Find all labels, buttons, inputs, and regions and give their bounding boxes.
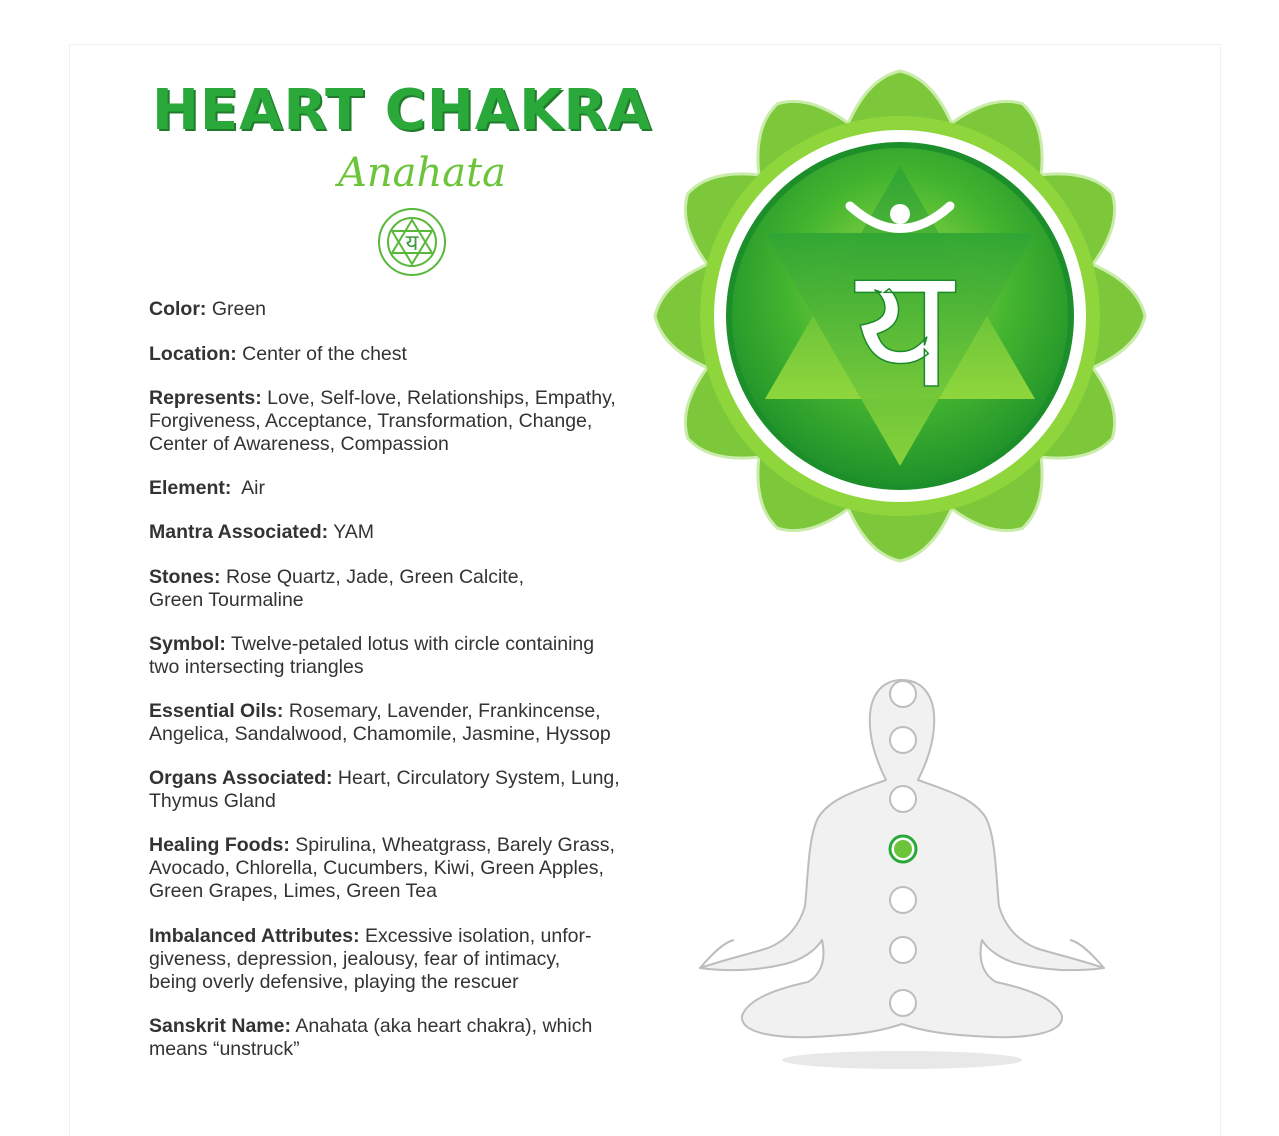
info-mantra: Mantra Associated: YAM — [149, 521, 375, 543]
info-sanskrit-name: Sanskrit Name: Anahata (aka heart chakra), which means “unstruck” — [149, 1015, 593, 1060]
heart-chakra-symbol-icon — [650, 66, 1150, 566]
info-essential-oils: Essential Oils: Rosemary, Lavender, Frankincense, Angelica, Sandalwood, Chamomile, Jasmine, Hyssop — [149, 700, 611, 745]
chakra-point — [890, 786, 916, 812]
info-represents: Represents: Love, Self-love, Relationships, Empathy, Forgiveness, Acceptance, Transformation, Change, Center of Awareness, Compassion — [149, 387, 616, 455]
bindu-dot — [890, 204, 910, 224]
small-symbol-glyph: य — [405, 231, 419, 256]
info-organs: Organs Associated: Heart, Circulatory System, Lung, Thymus Gland — [149, 767, 620, 812]
info-stones: Stones: Rose Quartz, Jade, Green Calcite, Green Tourmaline — [149, 566, 524, 611]
chakra-point — [890, 990, 916, 1016]
chakra-point — [890, 937, 916, 963]
heart-chakra-point — [894, 840, 912, 858]
info-symbol: Symbol: Twelve-petaled lotus with circle containing two intersecting triangles — [149, 633, 595, 678]
chakra-point — [890, 887, 916, 913]
chakra-point — [890, 681, 916, 707]
page-title: HEART CHAKRA — [152, 78, 652, 143]
info-healing-foods: Healing Foods: Spirulina, Wheatgrass, Barely Grass, Avocado, Chlorella, Cucumbers, Kiwi, Green Apples, Green Grapes, Limes, Green Tea — [149, 834, 615, 902]
chakra-point — [890, 727, 916, 753]
meditating-figure-illustration — [690, 678, 1110, 1078]
figure-shadow — [782, 1051, 1022, 1069]
small-heart-chakra-icon — [376, 206, 448, 278]
info-color: Color: Green — [149, 298, 267, 320]
info-location: Location: Center of the chest — [149, 343, 407, 365]
page-subtitle: Anahata — [338, 150, 507, 196]
symbol-glyph: य — [854, 229, 954, 427]
info-imbalanced-attributes: Imbalanced Attributes: Excessive isolation, unfor- giveness, depression, jealousy, fear of intimacy, being overly defensive, playing the rescuer — [149, 925, 592, 993]
info-element: Element: Air — [149, 477, 265, 499]
